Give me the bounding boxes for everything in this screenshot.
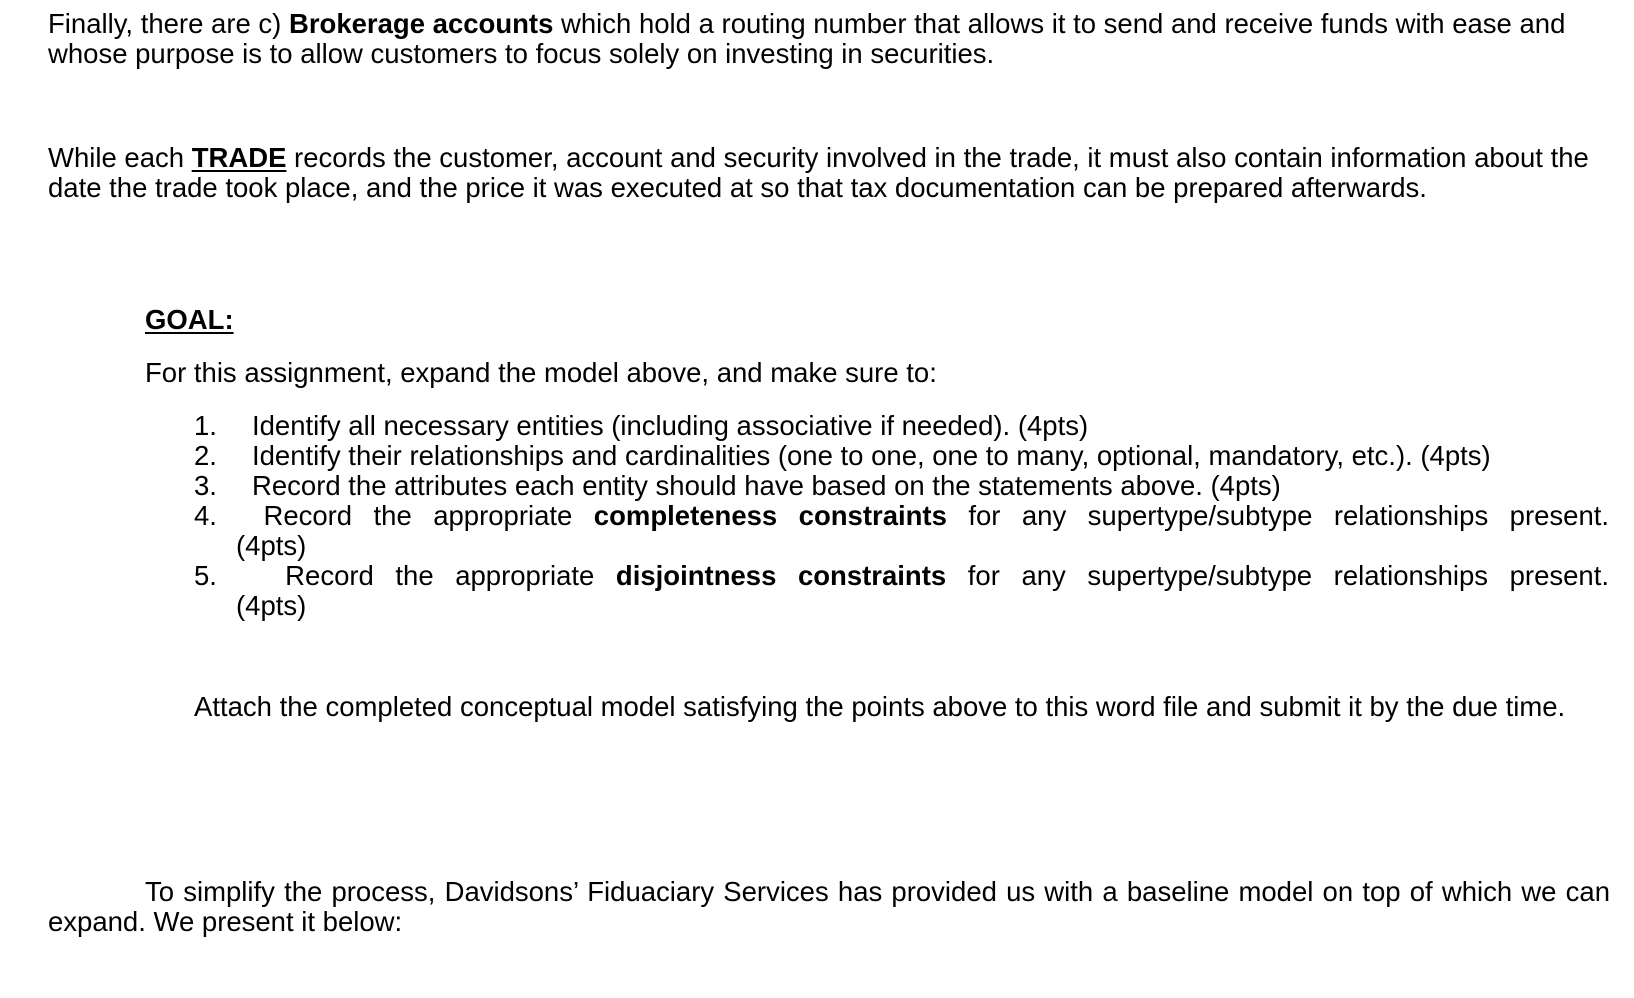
goal-list-item <box>194 501 1609 561</box>
list-item-number: 4. <box>194 500 217 531</box>
list-item-tail: (4pts) <box>236 590 307 621</box>
para2-suffix: records the customer, account and security involved in the trade, it must also contain information about the date the trade took place, and the price it was executed at so that tax documentation can be prepared afterwards. <box>48 142 1589 203</box>
goal-list-item <box>194 561 1609 621</box>
item5-prefix: Record the appropriate <box>285 560 616 591</box>
list-item-tail: (4pts) <box>236 530 307 561</box>
simplify-text: To simplify the process, Davidsons’ Fiduaciary Services has provided us with a baseline model on top of which we can expand. We present it below: <box>48 876 1610 937</box>
list-item-text: Identify all necessary entities (including associative if needed). (4pts) <box>252 410 1089 441</box>
completeness-constraints-term: completeness constraints <box>593 500 947 531</box>
list-item-text <box>236 560 1609 621</box>
paragraph-trade <box>48 143 1608 203</box>
brokerage-accounts-term: Brokerage accounts <box>288 8 554 39</box>
para1-prefix: Finally, there are c) <box>48 8 289 39</box>
item5-suffix: for any supertype/subtype relationships present. <box>946 560 1609 591</box>
list-item-text: Identify their relationships and cardinalities (one to one, one to many, optional, mandatory, etc.). (4pts) <box>252 440 1491 471</box>
disjointness-constraints-term: disjointness constraints <box>615 560 947 591</box>
attach-instruction: Attach the completed conceptual model satisfying the points above to this word file and submit it by the due time. <box>194 691 1566 722</box>
list-item-number: 1. <box>194 410 217 441</box>
paragraph-baseline-model <box>48 877 1610 937</box>
list-item-text <box>236 500 1610 561</box>
list-item-line <box>242 501 1609 531</box>
item4-suffix: for any supertype/subtype relationships present. <box>946 500 1610 531</box>
goal-heading: GOAL: <box>145 304 234 335</box>
trade-term: TRADE <box>191 142 287 173</box>
list-item-text: Record the attributes each entity should have based on the statements above. (4pts) <box>252 470 1281 501</box>
list-item-number: 2. <box>194 440 217 471</box>
list-item-number: 3. <box>194 470 217 501</box>
list-item-number: 5. <box>194 560 217 591</box>
item4-prefix: Record the appropriate <box>263 500 594 531</box>
paragraph-brokerage-accounts <box>48 9 1618 69</box>
para1-suffix: which hold a routing number that allows it to send and receive funds with ease and whose purpose is to allow customers to focus solely on investing in securities. <box>48 8 1566 69</box>
list-item-line <box>242 561 1609 591</box>
goal-intro: For this assignment, expand the model above, and make sure to: <box>145 357 937 388</box>
para2-prefix: While each <box>48 142 192 173</box>
